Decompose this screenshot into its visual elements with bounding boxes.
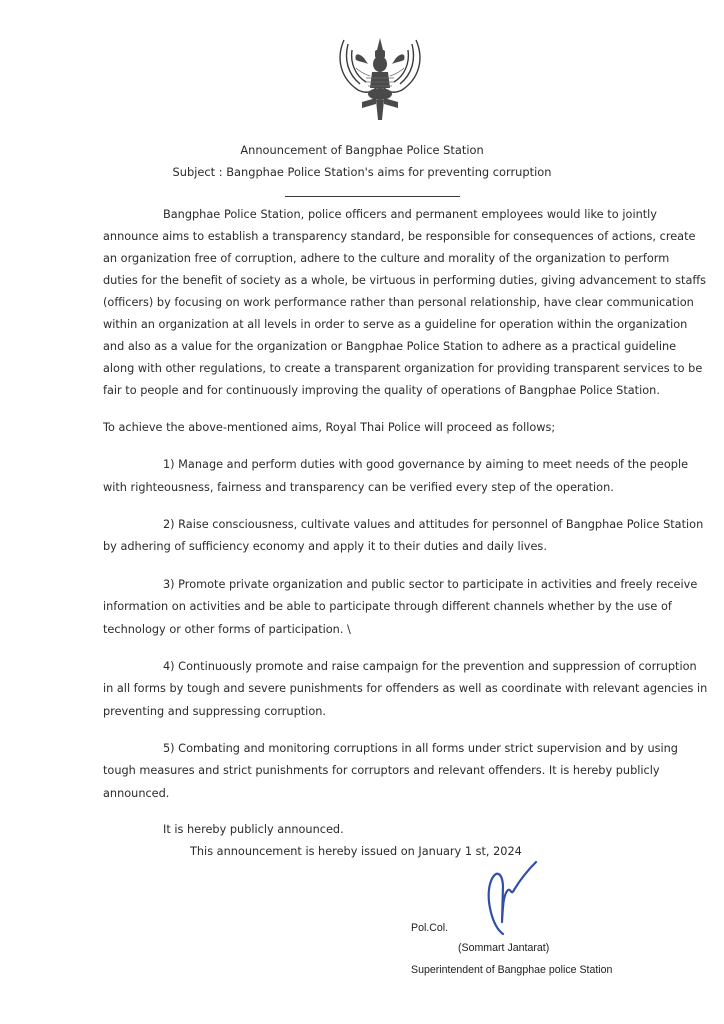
item-line: announced.: [103, 787, 170, 800]
issue-date-statement: This announcement is hereby issued on January 1 st, 2024: [190, 845, 522, 858]
signatory-rank: Pol.Col.: [411, 922, 449, 934]
paragraph-line: announce aims to establish a transparency standard, be responsible for consequences of actions, create: [103, 230, 696, 243]
item-line: with righteousness, fairness and transparency can be verified every step of the operation.: [103, 481, 614, 494]
paragraph-line: fair to people and for continuously improving the quality of operations of Bangphae Police Station.: [103, 384, 660, 397]
paragraph-line: duties for the benefit of society as a whole, be virtuous in performing duties, giving advancement to staffs: [103, 274, 707, 287]
title-divider: [285, 196, 460, 197]
announcement-subject: Subject : Bangphae Police Station's aims for preventing corruption: [172, 165, 552, 179]
handwritten-signature: [478, 856, 538, 936]
paragraph-line: within an organization at all levels in order to serve as a guideline for operation within the organization: [103, 318, 688, 331]
paragraph-line: and also as a value for the organization or Bangphae Police Station to adhere as a practical guideline: [103, 340, 677, 353]
garuda-emblem-icon: [330, 28, 430, 128]
item-line: information on activities and be able to participate through different channels whether by the use of: [103, 600, 672, 613]
paragraph-line: an organization free of corruption, adhere to the culture and morality of the organization to perform: [103, 252, 670, 265]
item-line: by adhering of sufficiency economy and apply it to their duties and daily lives.: [103, 540, 547, 553]
item-line: 4) Continuously promote and raise campaign for the prevention and suppression of corruption: [163, 660, 697, 673]
signatory-position: Superintendent of Bangphae police Station: [411, 964, 613, 976]
item-line: technology or other forms of participation. \: [103, 623, 351, 636]
paragraph-line: (officers) by focusing on work performance rather than personal relationship, have clear communication: [103, 296, 694, 309]
item-line: 1) Manage and perform duties with good governance by aiming to meet needs of the people: [163, 458, 689, 471]
item-line: 5) Combating and monitoring corruptions in all forms under strict supervision and by using: [163, 742, 678, 755]
item-line: 3) Promote private organization and public sector to participate in activities and freely receive: [163, 578, 698, 591]
closing-statement: It is hereby publicly announced.: [163, 823, 344, 836]
item-line: 2) Raise consciousness, cultivate values and attitudes for personnel of Bangphae Police Station: [163, 518, 704, 531]
signatory-name: (Sommart Jantarat): [458, 942, 550, 954]
item-line: in all forms by tough and severe punishments for offenders as well as coordinate with relevant agencies in: [103, 682, 708, 695]
announcement-title: Announcement of Bangphae Police Station: [240, 143, 484, 157]
paragraph-line: Bangphae Police Station, police officers and permanent employees would like to jointly: [163, 208, 657, 221]
item-line: tough measures and strict punishments for corruptors and relevant offenders. It is hereby publicly: [103, 764, 660, 777]
paragraph-line: along with other regulations, to create a transparent organization for providing transparent services to be: [103, 362, 703, 375]
lead-in-text: To achieve the above-mentioned aims, Royal Thai Police will proceed as follows;: [103, 421, 556, 434]
item-line: preventing and suppressing corruption.: [103, 705, 326, 718]
